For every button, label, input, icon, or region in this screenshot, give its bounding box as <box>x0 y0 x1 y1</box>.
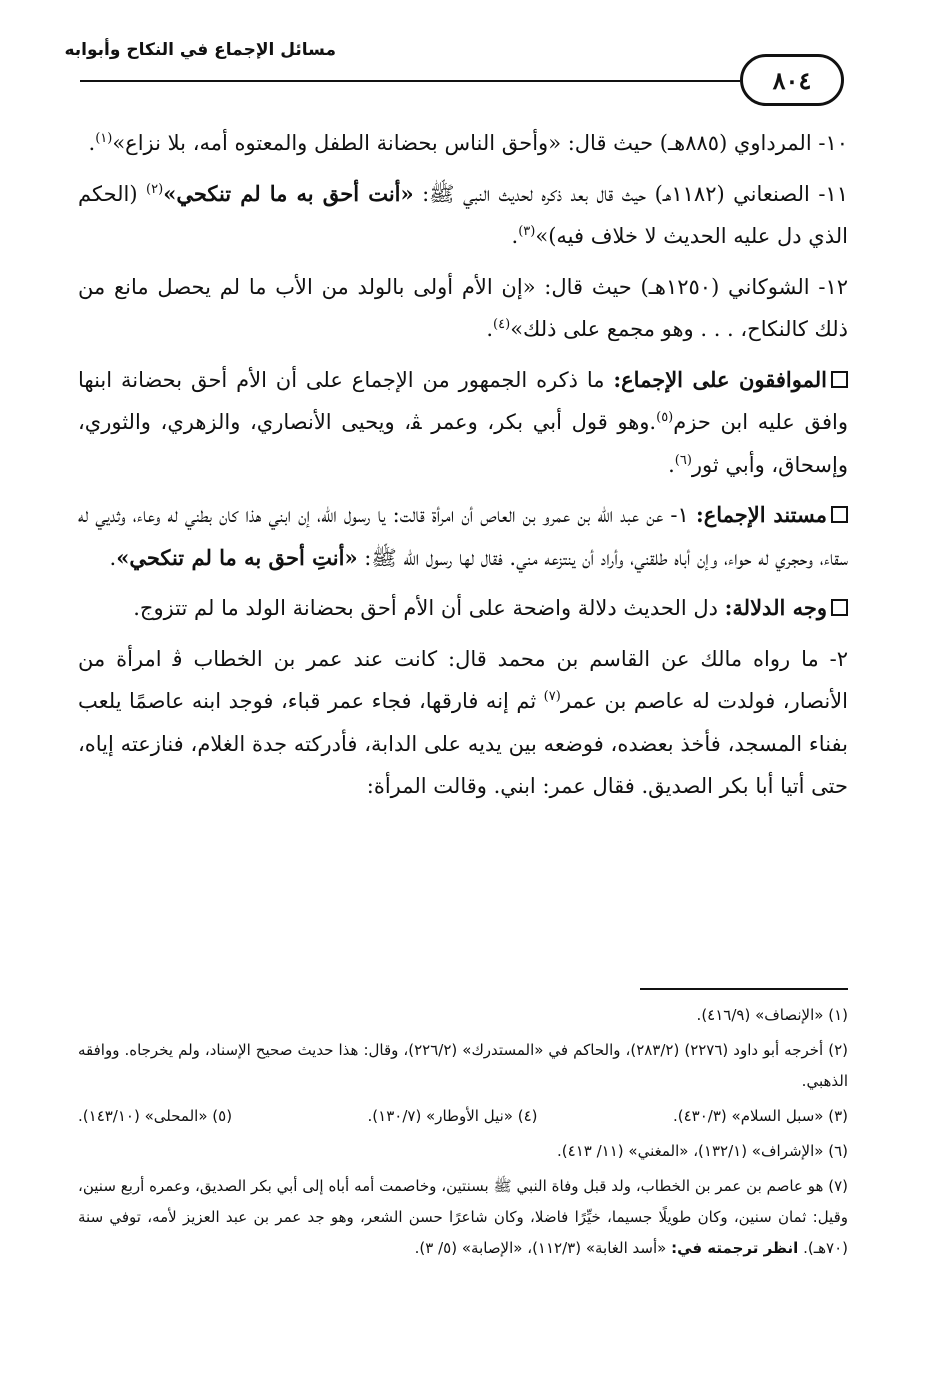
paragraph-significance <box>78 587 848 630</box>
p12-text: ١٢- الشوكاني (١٢٥٠هـ) حيث قال: «إن الأم أولى بالولد من الأب ما لم يحصل مانع من ذلك كالنكاح، . . . وهو مجمع على ذلك» <box>78 274 849 341</box>
header-rule <box>80 80 740 82</box>
paragraph-12 <box>78 266 848 351</box>
running-title: مسائل الإجماع في النكاح وأبوابه <box>64 40 336 60</box>
footnote-ref-5: (٥) <box>656 410 674 425</box>
footnote-ref-7: (٧) <box>543 689 561 704</box>
paragraph-agreement <box>78 359 848 487</box>
hadith-quote-2: «أنتِ أحق به ما لم تنكحي» <box>116 544 358 570</box>
p2-text: ٢- ما رواه مالك عن القاسم بن محمد قال: كانت عند عمر بن الخطاب ﭬ امرأة من الأنصار، فولدت له عاصم بن عمر <box>78 646 848 713</box>
agree-text-2: .وهو قول أبي بكر، وعمر ﭭ، ويحيى الأنصاري، والزهري، والثوري، وإسحاق، وأبي ثور <box>78 410 848 477</box>
p11-end: . <box>511 224 519 248</box>
page-header <box>0 0 948 110</box>
p11-text: ١١- الصنعاني (١١٨٢هـ) حيث قال بعد ذكره لحديث النبي ﷺ: <box>413 181 848 206</box>
footnote-5: (٥) «المحلى» (١٤٣/١٠). <box>78 1107 233 1125</box>
page-number-badge <box>740 54 844 106</box>
footnote-ref-3: (٣) <box>518 224 536 239</box>
basis-label: مستند الإجماع: <box>695 502 827 527</box>
page-number: ٨٠٤ <box>772 65 812 95</box>
main-text <box>78 122 848 816</box>
basis-text: ١- عن عبد الله بن عمرو بن العاص أن امرأة قالت: يا رسول الله، إن ابني هذا كان بطني له وعاء، وثديي له سقاء، وحجري له حواء، وإن أباه طلقني، وأراد أن ينتزعه مني. فقال لها رسول الله ﷺ: <box>78 503 848 570</box>
paragraph-basis <box>78 494 848 579</box>
agree-text: ما ذكره الجمهور من الإجماع على أن الأم أحق بحضانة ابنها وافق عليه ابن حزم <box>78 367 848 434</box>
paragraph-2 <box>78 638 848 808</box>
footnote-3: (٣) «سبل السلام» (٤٣٠/٣). <box>672 1107 848 1125</box>
agree-end: . <box>668 452 675 477</box>
footnotes <box>78 1000 848 1268</box>
agree-label: الموافقون على الإجماع: <box>613 366 827 392</box>
footnote-1: (١) «الإنصاف» (٤١٦/٩). <box>696 1006 848 1024</box>
footnote-6: (٦) «الإشراف» (١٣٢/١)، «المغني» (١١/ ٤١٣). <box>557 1142 848 1160</box>
footnote-ref-4: (٤) <box>493 317 511 332</box>
p12-end: . <box>486 317 494 341</box>
footnote-7 <box>78 1171 848 1264</box>
footnote-7-text: (٧) هو عاصم بن عمر بن الخطاب، ولد قبل وفاة النبي ﷺ بسنتين، وخاصمت أمه أباه إلى أبي بكر الصديق، وعمره أربع سنين، وقيل: ثمان سنين، وكان طويلًا جسيما، خيِّرًا فاضلا، وكان شاعرًا حسن الشعر، وهو جد عمر بن عبد العزيز لأمه، توفي سنة (٧٠هـ). <box>78 1177 848 1257</box>
p10-end: . <box>88 131 96 155</box>
hadith-quote: «أنت أحق به ما لم تنكحي» <box>163 180 414 206</box>
footnote-ref-6: (٦) <box>674 452 692 468</box>
footnote-separator <box>640 988 848 990</box>
footnote-ref-2: (٢) <box>146 181 164 197</box>
p11-text-2: (الحكم الذي دل عليه الحديث لا خلاف فيه)» <box>78 181 848 248</box>
footnote-row-3-5 <box>78 1101 848 1132</box>
square-bullet-icon <box>831 371 848 388</box>
square-bullet-icon <box>831 506 848 523</box>
footnote-ref-1: (١) <box>95 131 113 146</box>
footnote-7-text-2: «أسد الغابة» (١١٢/٣)، «الإصابة» (٥/ ٣). <box>414 1239 672 1257</box>
footnote-4: (٤) «نيل الأوطار» (١٣٠/٧). <box>367 1107 538 1125</box>
square-bullet-icon <box>831 599 848 616</box>
footnote-2: (٢) أخرجه أبو داود (٢٢٧٦) (٢٨٣/٢)، والحاكم في «المستدرك» (٢٢٦/٢)، وقال: هذا حديث صحيح الإسناد، ولم يخرجاه. ووافقه الذهبي. <box>78 1041 848 1090</box>
significance-text: دل الحديث دلالة واضحة على أن الأم أحق بحضانة الولد ما لم تتزوج. <box>133 596 725 620</box>
footnote-7-label: انظر ترجمته في: <box>671 1239 799 1257</box>
paragraph-10 <box>78 122 848 165</box>
paragraph-11 <box>78 173 848 258</box>
p10-text: ١٠- المرداوي (٨٨٥هـ) حيث قال: «وأحق الناس بحضانة الطفل والمعتوه أمه، بلا نزاع» <box>112 131 848 155</box>
basis-end: . <box>109 545 117 570</box>
significance-label: وجه الدلالة: <box>724 595 827 620</box>
p2-text-2: ثم إنه فارقها، فجاء عمر قباء، فوجد ابنه عاصمًا يلعب بفناء المسجد، فأخذ بعضده، فوضعه بين يديه على الدابة، فأدركته جدة الغلام، فنازعته إياه، حتى أتيا أبا بكر الصديق. فقال عمر: ابني. وقالت المرأة: <box>78 689 848 798</box>
